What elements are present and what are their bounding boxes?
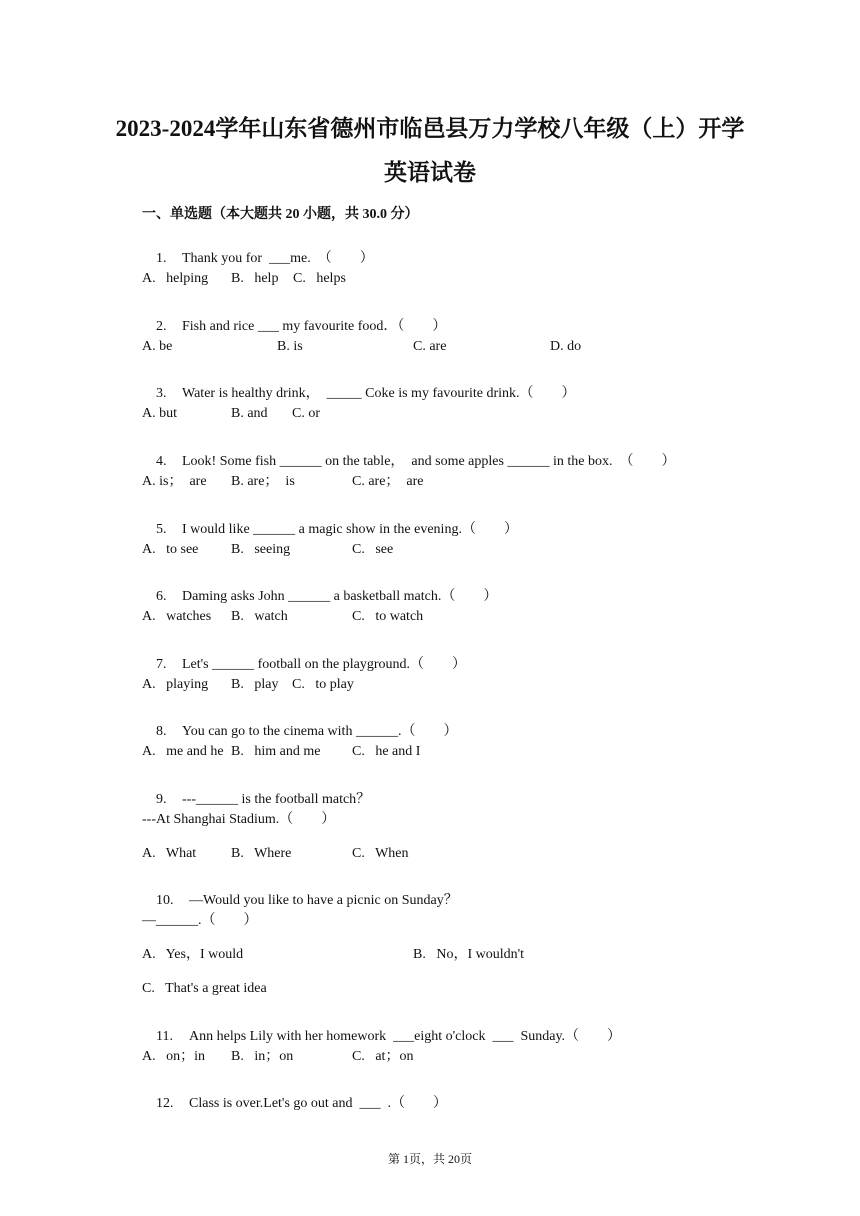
question-text: Class is over.Let's go out and ___ .（ ） [189,1096,448,1111]
option-b: B. No，I wouldn't [413,947,525,962]
question-text: You can go to the cinema with ______.（ ） [182,724,458,739]
option-d: D. do [550,339,582,354]
option-a: A. helping [142,271,209,286]
question-12 [142,1083,447,1125]
option-a: A. to see [142,542,199,557]
question-number: 12. [156,1096,174,1111]
option-c: C. When [352,846,409,861]
option-a: A. is； are [142,474,207,489]
section-heading-single-choice: 一、单选题（本大题共 20 小题，共 30.0 分） [142,207,419,222]
question-text: ---______ is the football match？ [182,792,371,807]
question-text: —Would you like to have a picnic on Sunday？ [189,893,458,908]
question-text: Ann helps Lily with her homework ___eight o'clock ___ Sunday.（ ） [189,1029,622,1044]
option-b: B. watch [231,609,288,624]
question-text: Let's ______ football on the playground.（ ） [182,657,467,672]
question-number: 5. [156,522,167,537]
option-b: B. help [231,271,279,286]
option-b: B. in；on [231,1049,294,1064]
question-number: 10. [156,893,174,908]
option-c: C. see [352,542,394,557]
option-a: A. What [142,846,197,861]
option-c: C. to play [292,677,354,692]
option-b: B. is [277,339,303,354]
question-text: Water is healthy drink， _____ Coke is my favourite drink.（ ） [182,386,576,401]
question-number: 6. [156,589,167,604]
question-9-reply: ---At Shanghai Stadium.（ ） [142,812,336,827]
question-text: Daming asks John ______ a basketball match.（ ） [182,589,498,604]
question-number: 7. [156,657,167,672]
option-a: A. Yes，I would [142,947,244,962]
option-b: B. Where [231,846,292,861]
option-b: B. are； is [231,474,295,489]
option-a: A. on；in [142,1049,205,1064]
option-b: B. play [231,677,279,692]
question-text: I would like ______ a magic show in the evening.（ ） [182,522,518,537]
question-5 [142,509,518,551]
option-a: A. watches [142,609,212,624]
question-text: Look! Some fish ______ on the table， and some apples ______ in the box. （ ） [182,454,676,469]
page-title-line1: 2023-2024学年山东省德州市临邑县万力学校八年级（上）开学 [115,116,745,141]
page-title-line2: 英语试卷 [384,160,476,185]
question-number: 2. [156,319,167,334]
question-number: 3. [156,386,167,401]
question-number: 4. [156,454,167,469]
option-a: A. be [142,339,173,354]
option-b: B. seeing [231,542,291,557]
question-number: 9. [156,792,167,807]
option-c: C. at；on [352,1049,414,1064]
question-number: 1. [156,251,167,266]
option-c: C. he and I [352,744,421,759]
page-footer: 第 1页，共 20页 [387,1152,472,1166]
option-c: C. are [413,339,447,354]
option-c: C. That's a great idea [142,981,267,996]
question-text: Fish and rice ___ my favourite food．（ ） [182,319,447,334]
option-c: C. or [292,406,320,421]
option-b: B. and [231,406,268,421]
option-c: C. are； are [352,474,424,489]
question-number: 11. [156,1029,173,1044]
option-c: C. to watch [352,609,424,624]
option-a: A. me and he [142,744,224,759]
question-number: 8. [156,724,167,739]
option-b: B. him and me [231,744,321,759]
question-text: Thank you for ___me. （ ） [182,251,374,266]
question-3 [142,373,576,415]
option-a: A. but [142,406,177,421]
question-10-reply: —______.（ ） [142,913,258,928]
option-c: C. helps [293,271,346,286]
option-a: A. playing [142,677,209,692]
